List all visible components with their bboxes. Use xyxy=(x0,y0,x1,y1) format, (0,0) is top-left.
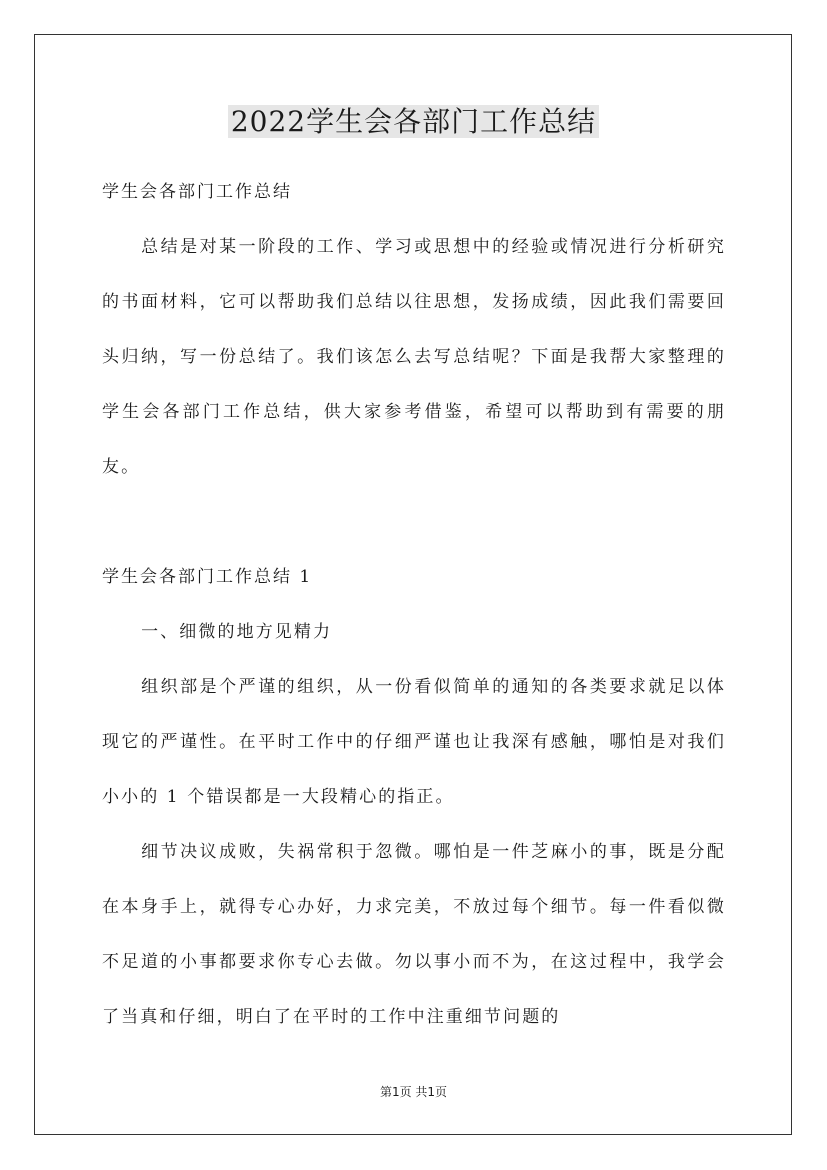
section-point-heading: 一、细微的地方见精力 xyxy=(141,622,333,642)
page-footer: 第1页 共1页 xyxy=(379,1085,448,1099)
document-title xyxy=(0,98,827,146)
body-paragraph: 细节决议成败，失祸常积于忽微。哪怕是一件芝麻小的事，既是分配在本身手上，就得专心办好，力求完美，不放过每个细节。每一件看似微不足道的小事都要求你专心去做。勿以事小而不为，在这过程中，我学会了当真和仔细，明白了在平时的工作中注重细节问题的 xyxy=(102,842,726,1027)
document-subtitle: 学生会各部门工作总结 xyxy=(102,182,292,202)
document-body xyxy=(102,165,726,1045)
section-heading: 学生会各部门工作总结 1 xyxy=(102,567,313,587)
document-title-text: 2022学生会各部门工作总结 xyxy=(228,105,599,138)
section-spacer xyxy=(102,495,726,550)
intro-paragraph: 总结是对某一阶段的工作、学习或思想中的经验或情况进行分析研究的书面材料，它可以帮助我们总结以往思想，发扬成绩，因此我们需要回头归纳，写一份总结了。我们该怎么去写总结呢？下面是我帮大家整理的学生会各部门工作总结，供大家参考借鉴，希望可以帮助到有需要的朋友。 xyxy=(102,237,726,477)
body-paragraph: 组织部是个严谨的组织，从一份看似简单的通知的各类要求就足以体现它的严谨性。在平时工作中的仔细严谨也让我深有感触，哪怕是对我们小小的 1 个错误都是一大段精心的指正。 xyxy=(102,677,726,807)
